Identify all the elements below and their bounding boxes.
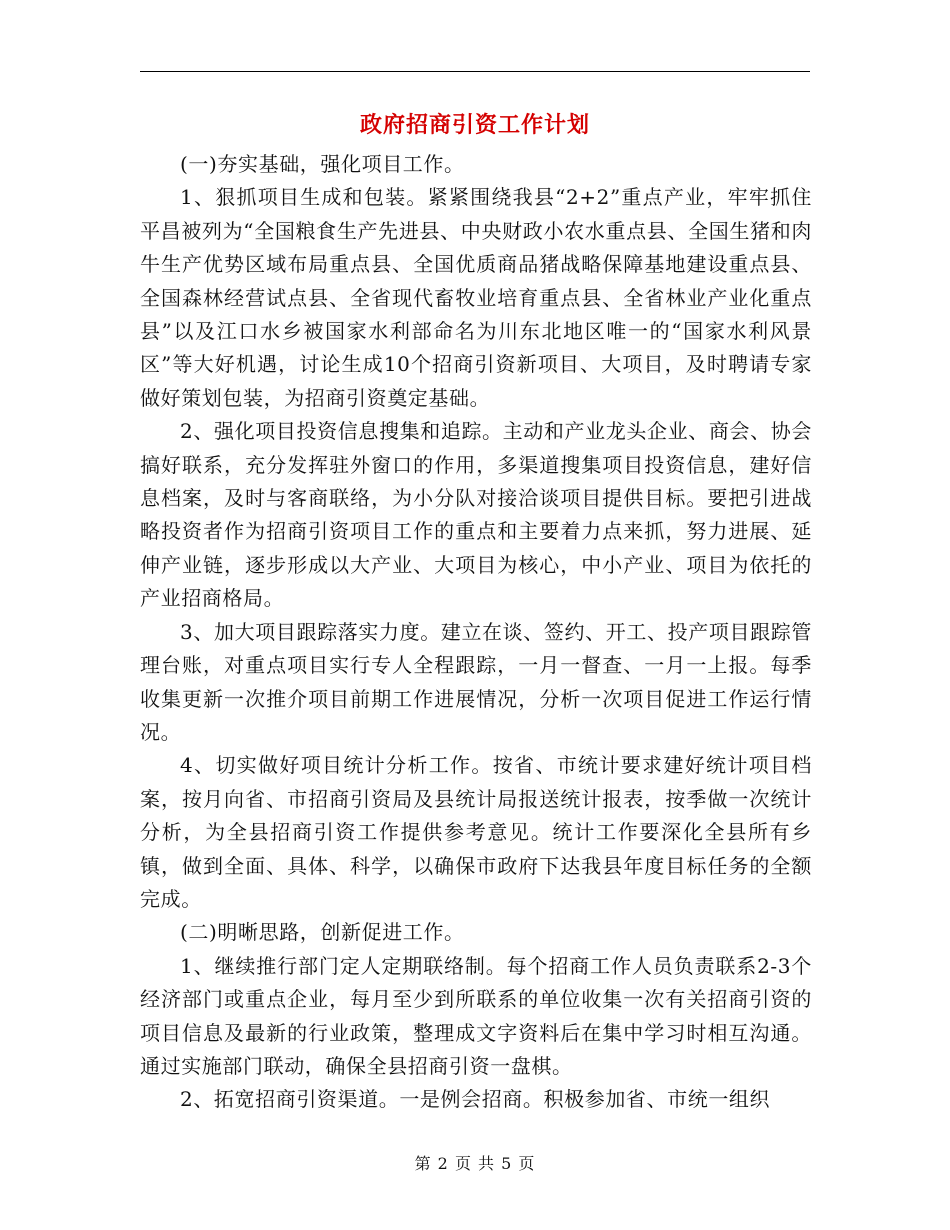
header-rule	[140, 71, 810, 72]
paragraph: 2、强化项目投资信息搜集和追踪。主动和产业龙头企业、商会、协会搞好联系，充分发挥驻外窗口的作用，多渠道搜集项目投资信息，建好信息档案，及时与客商联络，为小分队对接洽谈项目提供目标。要把引进战略投资者作为招商引资项目工作的重点和主要着力点来抓，努力进展、延伸产业链，逐步形成以大产业、大项目为核心，中小产业、项目为依托的产业招商格局。	[140, 419, 812, 611]
document-body	[140, 148, 812, 1117]
paragraph: 4、切实做好项目统计分析工作。按省、市统计要求建好统计项目档案，按月向省、市招商引资局及县统计局报送统计报表，按季做一次统计分析，为全县招商引资工作提供参考意见。统计工作要深化全县所有乡镇，做到全面、具体、科学，以确保市政府下达我县年度目标任务的全额完成。	[140, 753, 812, 911]
paragraph: 1、继续推行部门定人定期联络制。每个招商工作人员负责联系2-3个经济部门或重点企业，每月至少到所联系的单位收集一次有关招商引资的项目信息及最新的行业政策，整理成文字资料后在集中学习时相互沟通。通过实施部门联动，确保全县招商引资一盘棋。	[140, 953, 812, 1078]
page-number: 第 2 页 共 5 页	[414, 1154, 536, 1173]
paragraph: 3、加大项目跟踪落实力度。建立在谈、签约、开工、投产项目跟踪管理台账，对重点项目实行专人全程跟踪，一月一督查、一月一上报。每季收集更新一次推介项目前期工作进展情况，分析一次项目促进工作运行情况。	[140, 619, 812, 744]
paragraph: 2、拓宽招商引资渠道。一是例会招商。积极参加省、市统一组织	[180, 1087, 771, 1112]
paragraph: (一)夯实基础，强化项目工作。	[180, 152, 465, 176]
document-title: 政府招商引资工作计划	[359, 112, 590, 138]
paragraph: 1、狠抓项目生成和包装。紧紧围绕我县“2+2”重点产业，牢牢抓住平昌被列为“全国粮食生产先进县、中央财政小农水重点县、全国生猪和肉牛生产优势区域布局重点县、全国优质商品猪战略保障基地建设重点县、全国森林经营试点县、全省现代畜牧业培育重点县、全省林业产业化重点县”以及江口水乡被国家水利部命名为川东北地区唯一的“国家水利风景区”等大好机遇，讨论生成10个招商引资新项目、大项目，及时聘请专家做好策划包装，为招商引资奠定基础。	[140, 185, 812, 410]
paragraph: (二)明晰思路，创新促进工作。	[180, 920, 465, 945]
